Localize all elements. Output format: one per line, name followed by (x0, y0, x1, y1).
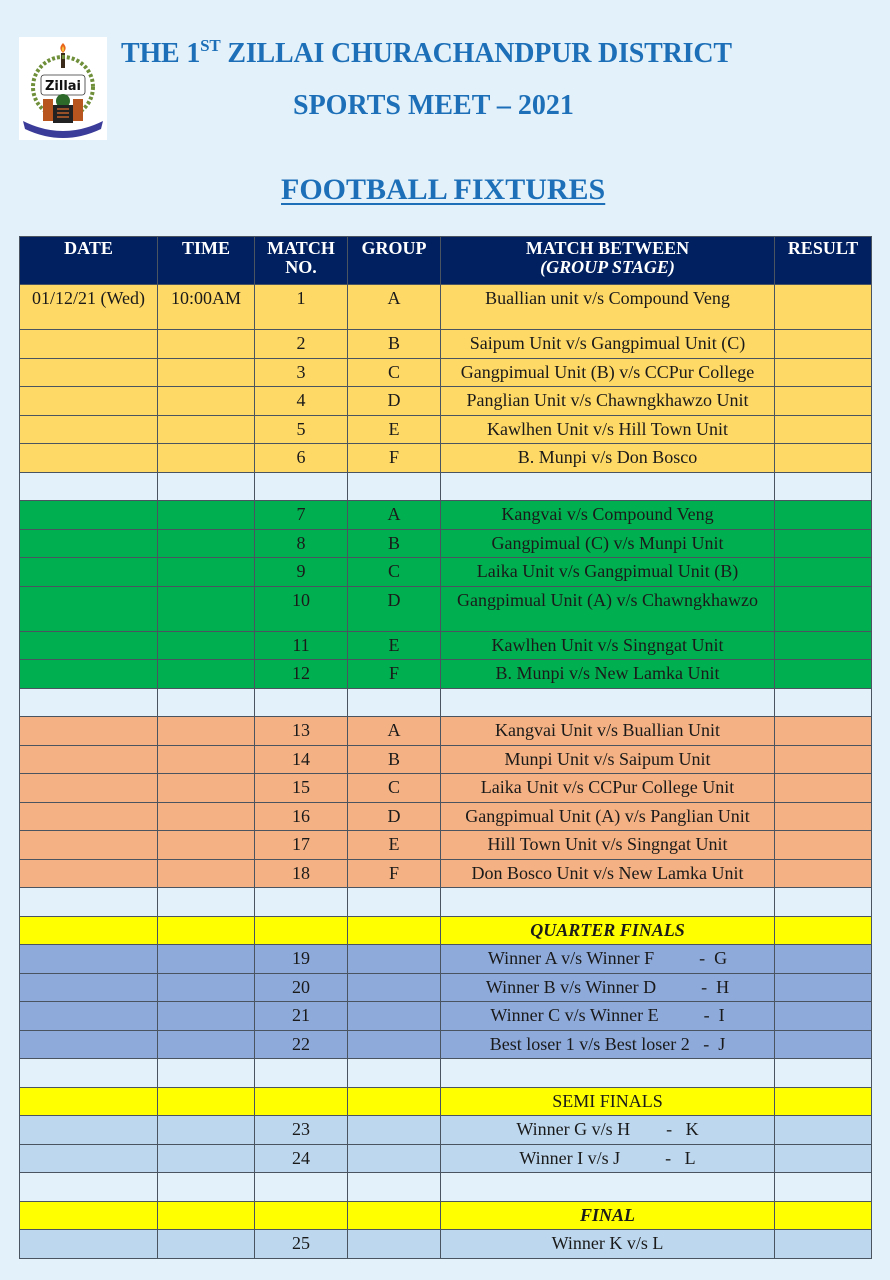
result-cell (775, 1030, 872, 1059)
fixture-row (20, 444, 872, 473)
knockout-row (20, 1116, 872, 1145)
match-cell: Laika Unit v/s CCPur College Unit (441, 774, 775, 803)
knockout-row (20, 1030, 872, 1059)
group-cell (348, 1144, 441, 1173)
result-cell (775, 1230, 872, 1259)
date-cell (20, 1116, 158, 1145)
time-cell (158, 1030, 255, 1059)
fixture-row (20, 529, 872, 558)
match-cell: Panglian Unit v/s Chawngkhawzo Unit (441, 387, 775, 416)
empty-cell (775, 1201, 872, 1230)
result-cell (775, 660, 872, 689)
match-no-cell: 20 (255, 973, 348, 1002)
date-cell (20, 1002, 158, 1031)
empty-cell (348, 916, 441, 945)
empty-cell (20, 1087, 158, 1116)
result-cell (775, 558, 872, 587)
group-cell: B (348, 330, 441, 359)
section-title: FOOTBALL FIXTURES (281, 173, 606, 206)
spacer-row (20, 688, 872, 717)
match-no-cell: 4 (255, 387, 348, 416)
empty-cell (441, 1173, 775, 1202)
empty-cell (775, 888, 872, 917)
match-no-cell: 9 (255, 558, 348, 587)
date-cell (20, 831, 158, 860)
date-cell (20, 1030, 158, 1059)
match-cell: Kawlhen Unit v/s Singngat Unit (441, 631, 775, 660)
fixture-row (20, 660, 872, 689)
group-cell: F (348, 444, 441, 473)
date-cell (20, 802, 158, 831)
time-cell (158, 973, 255, 1002)
result-cell (775, 631, 872, 660)
match-no-cell: 23 (255, 1116, 348, 1145)
date-cell (20, 1144, 158, 1173)
result-cell (775, 717, 872, 746)
date-cell (20, 660, 158, 689)
knockout-row (20, 945, 872, 974)
result-cell (775, 586, 872, 631)
date-cell (20, 973, 158, 1002)
result-cell (775, 859, 872, 888)
match-cell: Gangpimual Unit (A) v/s Chawngkhawzo (441, 586, 775, 631)
date-cell (20, 501, 158, 530)
result-cell (775, 387, 872, 416)
stage-label: FINAL (441, 1201, 775, 1230)
time-cell (158, 945, 255, 974)
match-no-cell: 13 (255, 717, 348, 746)
empty-cell (158, 688, 255, 717)
spacer-row (20, 472, 872, 501)
empty-cell (775, 1173, 872, 1202)
time-cell (158, 387, 255, 416)
column-header-group: GROUP (348, 237, 441, 285)
match-cell: B. Munpi v/s Don Bosco (441, 444, 775, 473)
empty-cell (775, 916, 872, 945)
empty-cell (775, 472, 872, 501)
match-cell: Best loser 1 v/s Best loser 2 - J (441, 1030, 775, 1059)
match-cell: Winner G v/s H - K (441, 1116, 775, 1145)
group-cell (348, 1116, 441, 1145)
date-cell (20, 1230, 158, 1259)
empty-cell (255, 688, 348, 717)
group-cell: B (348, 745, 441, 774)
empty-cell (20, 1059, 158, 1088)
empty-cell (255, 1173, 348, 1202)
time-cell (158, 1116, 255, 1145)
empty-cell (158, 1087, 255, 1116)
date-cell (20, 717, 158, 746)
empty-cell (348, 1173, 441, 1202)
result-cell (775, 285, 872, 330)
match-no-cell: 24 (255, 1144, 348, 1173)
spacer-row (20, 1059, 872, 1088)
empty-cell (255, 1059, 348, 1088)
match-no-cell: 8 (255, 529, 348, 558)
match-no-cell: 7 (255, 501, 348, 530)
svg-text:Zillai: Zillai (44, 79, 82, 94)
date-cell: 01/12/21 (Wed) (20, 285, 158, 330)
empty-cell (255, 888, 348, 917)
match-cell: Kangvai Unit v/s Buallian Unit (441, 717, 775, 746)
empty-cell (775, 688, 872, 717)
result-cell (775, 973, 872, 1002)
stage-label-row (20, 916, 872, 945)
match-no-cell: 6 (255, 444, 348, 473)
match-cell: Kawlhen Unit v/s Hill Town Unit (441, 415, 775, 444)
match-cell: Winner I v/s J - L (441, 1144, 775, 1173)
date-cell (20, 444, 158, 473)
group-cell: D (348, 802, 441, 831)
result-cell (775, 330, 872, 359)
match-cell: B. Munpi v/s New Lamka Unit (441, 660, 775, 689)
empty-cell (20, 472, 158, 501)
match-no-cell: 25 (255, 1230, 348, 1259)
empty-cell (158, 1059, 255, 1088)
column-header-time: TIME (158, 237, 255, 285)
stage-label-row (20, 1087, 872, 1116)
result-cell (775, 501, 872, 530)
time-cell (158, 831, 255, 860)
group-cell: A (348, 501, 441, 530)
empty-cell (20, 888, 158, 917)
group-cell: E (348, 631, 441, 660)
time-cell (158, 1144, 255, 1173)
match-no-cell: 22 (255, 1030, 348, 1059)
result-cell (775, 415, 872, 444)
zillai-emblem-icon (19, 37, 107, 140)
fixture-row (20, 774, 872, 803)
time-cell (158, 745, 255, 774)
result-cell (775, 774, 872, 803)
group-cell (348, 1230, 441, 1259)
time-cell: 10:00AM (158, 285, 255, 330)
empty-cell (158, 888, 255, 917)
result-cell (775, 1116, 872, 1145)
fixture-row (20, 586, 872, 631)
group-cell: E (348, 831, 441, 860)
time-cell (158, 415, 255, 444)
column-header-result: RESULT (775, 237, 872, 285)
empty-cell (348, 1059, 441, 1088)
group-cell: C (348, 358, 441, 387)
fixture-row (20, 831, 872, 860)
fixture-row (20, 859, 872, 888)
group-cell (348, 945, 441, 974)
match-cell: Don Bosco Unit v/s New Lamka Unit (441, 859, 775, 888)
match-cell: Winner B v/s Winner D - H (441, 973, 775, 1002)
match-no-cell: 16 (255, 802, 348, 831)
time-cell (158, 859, 255, 888)
time-cell (158, 501, 255, 530)
time-cell (158, 631, 255, 660)
time-cell (158, 444, 255, 473)
result-cell (775, 1144, 872, 1173)
time-cell (158, 529, 255, 558)
match-no-cell: 19 (255, 945, 348, 974)
empty-cell (348, 888, 441, 917)
empty-cell (775, 1087, 872, 1116)
fixture-row (20, 387, 872, 416)
date-cell (20, 330, 158, 359)
stage-label: QUARTER FINALS (441, 916, 775, 945)
date-cell (20, 745, 158, 774)
match-no-cell: 12 (255, 660, 348, 689)
fixture-row (20, 802, 872, 831)
group-cell: B (348, 529, 441, 558)
match-cell: Munpi Unit v/s Saipum Unit (441, 745, 775, 774)
time-cell (158, 774, 255, 803)
empty-cell (441, 1059, 775, 1088)
time-cell (158, 330, 255, 359)
group-cell: F (348, 660, 441, 689)
fixtures-table (19, 236, 872, 1259)
result-cell (775, 945, 872, 974)
group-cell: C (348, 558, 441, 587)
knockout-row (20, 1144, 872, 1173)
match-no-cell: 14 (255, 745, 348, 774)
date-cell (20, 859, 158, 888)
knockout-row (20, 1002, 872, 1031)
empty-cell (441, 472, 775, 501)
date-cell (20, 774, 158, 803)
match-cell: Buallian unit v/s Compound Veng (441, 285, 775, 330)
empty-cell (20, 688, 158, 717)
spacer-row (20, 1173, 872, 1202)
time-cell (158, 1002, 255, 1031)
match-no-cell: 3 (255, 358, 348, 387)
match-no-cell: 18 (255, 859, 348, 888)
match-no-cell: 2 (255, 330, 348, 359)
empty-cell (441, 888, 775, 917)
match-no-cell: 11 (255, 631, 348, 660)
empty-cell (255, 1087, 348, 1116)
date-cell (20, 529, 158, 558)
empty-cell (158, 1201, 255, 1230)
match-no-cell: 5 (255, 415, 348, 444)
empty-cell (441, 688, 775, 717)
fixture-row (20, 330, 872, 359)
match-no-cell: 21 (255, 1002, 348, 1031)
empty-cell (20, 1173, 158, 1202)
time-cell (158, 802, 255, 831)
group-cell: D (348, 586, 441, 631)
column-header-match-between: MATCH BETWEEN (GROUP STAGE) (441, 237, 775, 285)
event-subtitle: SPORTS MEET – 2021 (293, 90, 574, 121)
fixture-row (20, 631, 872, 660)
column-header-date: DATE (20, 237, 158, 285)
event-title: THE 1ST ZILLAI CHURACHANDPUR DISTRICT (121, 36, 732, 69)
time-cell (158, 358, 255, 387)
fixture-row (20, 558, 872, 587)
group-cell: A (348, 285, 441, 330)
fixture-row (20, 501, 872, 530)
empty-cell (20, 1201, 158, 1230)
date-cell (20, 586, 158, 631)
empty-cell (158, 1173, 255, 1202)
group-cell: C (348, 774, 441, 803)
zillai-logo (19, 37, 107, 140)
group-cell: E (348, 415, 441, 444)
result-cell (775, 831, 872, 860)
empty-cell (255, 1201, 348, 1230)
time-cell (158, 586, 255, 631)
result-cell (775, 1002, 872, 1031)
empty-cell (255, 472, 348, 501)
time-cell (158, 717, 255, 746)
date-cell (20, 387, 158, 416)
table-header-row (20, 237, 872, 285)
group-cell: A (348, 717, 441, 746)
empty-cell (158, 916, 255, 945)
match-no-cell: 10 (255, 586, 348, 631)
empty-cell (348, 1087, 441, 1116)
knockout-row (20, 973, 872, 1002)
date-cell (20, 358, 158, 387)
result-cell (775, 745, 872, 774)
fixture-row (20, 358, 872, 387)
date-cell (20, 558, 158, 587)
fixture-row (20, 415, 872, 444)
match-cell: Gangpimual Unit (B) v/s CCPur College (441, 358, 775, 387)
match-cell: Gangpimual (C) v/s Munpi Unit (441, 529, 775, 558)
date-cell (20, 415, 158, 444)
empty-cell (158, 472, 255, 501)
empty-cell (775, 1059, 872, 1088)
fixture-row (20, 285, 872, 330)
empty-cell (255, 916, 348, 945)
match-cell: Winner K v/s L (441, 1230, 775, 1259)
match-no-cell: 17 (255, 831, 348, 860)
match-cell: Winner C v/s Winner E - I (441, 1002, 775, 1031)
date-cell (20, 631, 158, 660)
match-no-cell: 1 (255, 285, 348, 330)
time-cell (158, 1230, 255, 1259)
match-no-cell: 15 (255, 774, 348, 803)
date-cell (20, 945, 158, 974)
empty-cell (348, 1201, 441, 1230)
spacer-row (20, 888, 872, 917)
match-cell: Laika Unit v/s Gangpimual Unit (B) (441, 558, 775, 587)
fixture-row (20, 745, 872, 774)
time-cell (158, 660, 255, 689)
group-cell: F (348, 859, 441, 888)
time-cell (158, 558, 255, 587)
empty-cell (348, 688, 441, 717)
result-cell (775, 529, 872, 558)
fixture-row (20, 717, 872, 746)
knockout-row (20, 1230, 872, 1259)
group-cell: D (348, 387, 441, 416)
match-cell: Kangvai v/s Compound Veng (441, 501, 775, 530)
result-cell (775, 802, 872, 831)
group-cell (348, 973, 441, 1002)
match-cell: Winner A v/s Winner F - G (441, 945, 775, 974)
column-header-match-no: MATCH NO. (255, 237, 348, 285)
group-cell (348, 1030, 441, 1059)
match-cell: Saipum Unit v/s Gangpimual Unit (C) (441, 330, 775, 359)
result-cell (775, 358, 872, 387)
result-cell (775, 444, 872, 473)
match-cell: Hill Town Unit v/s Singngat Unit (441, 831, 775, 860)
stage-label: SEMI FINALS (441, 1087, 775, 1116)
empty-cell (348, 472, 441, 501)
empty-cell (20, 916, 158, 945)
match-cell: Gangpimual Unit (A) v/s Panglian Unit (441, 802, 775, 831)
group-cell (348, 1002, 441, 1031)
stage-label-row (20, 1201, 872, 1230)
